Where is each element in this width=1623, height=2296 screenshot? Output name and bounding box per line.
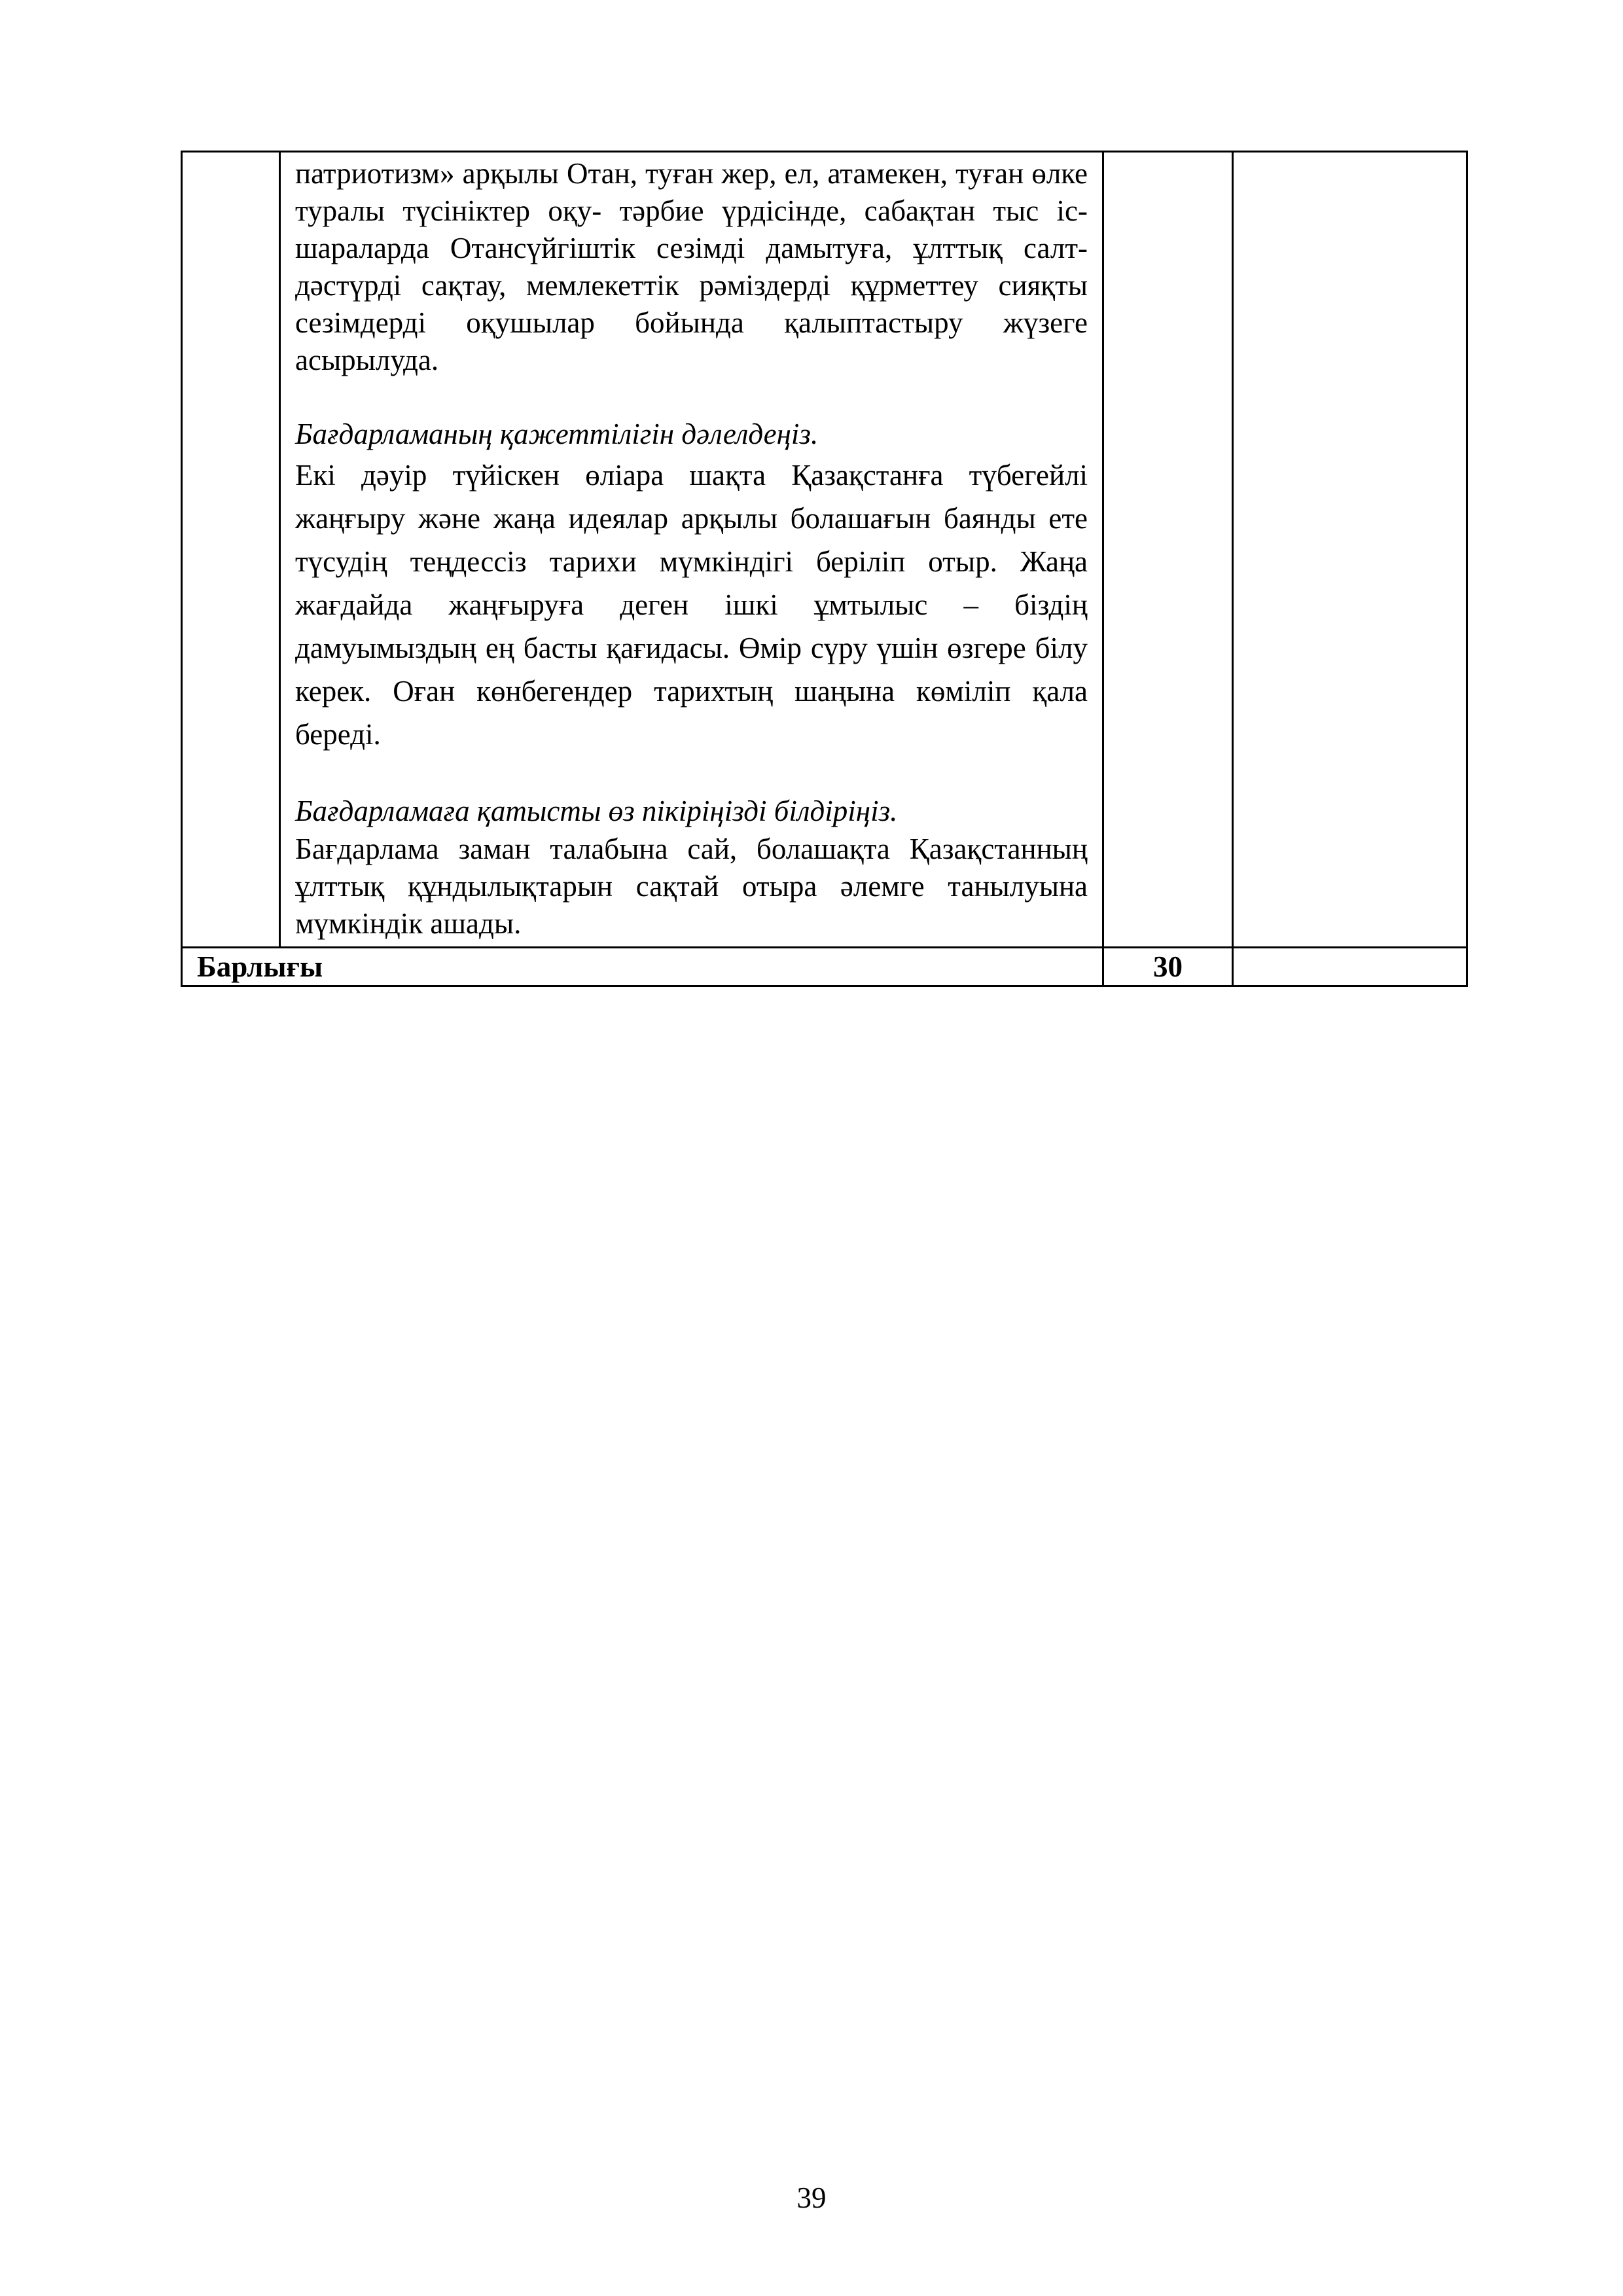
answer-necessity: Екі дәуір түйіскен өліара шақта Қазақстанға түбегейлі жаңғыру және жаңа идеялар арқылы болашағын баянды ете түсудің теңдессіз тарихи мүмкіндігі беріліп отыр. Жаңа жағдайда жаңғыруға деген ішкі ұмтылыс – біздің дамуымыздың ең басты қағидасы. Өмір сүру үшін өзгере білу керек. Оған көнбегендер тарихтың шаңына көміліп қала береді.	[295, 459, 1088, 751]
total-extra-cell	[1233, 948, 1467, 986]
extra-cell	[1233, 152, 1467, 948]
page-number: 39	[796, 2181, 827, 2214]
question-opinion: Бағдарламаға қатысты өз пікіріңізді білдіріңіз.	[295, 795, 898, 827]
table-row	[182, 152, 1467, 948]
content-cell	[280, 152, 1103, 948]
answer-opinion: Бағдарлама заман талабына сай, болашақта Қазақстанның ұлттық құндылықтарын сақтай отыра әлемге танылуына мүмкіндік ашады.	[295, 833, 1088, 940]
assessment-table	[181, 151, 1468, 987]
intro-paragraph: патриотизм» арқылы Отан, туған жер, ел, атамекен, туған өлке туралы түсініктер оқу- тәрбие үрдісінде, сабақтан тыс іс- шараларда Отансүйгіштік сезімді дамытуға, ұлттық салт- дәстүрді сақтау, мемлекеттік рәміздерді құрметтеу сияқты сезімдерді оқушылар бойында қалыптастыру жүзеге асырылуда.	[295, 157, 1088, 376]
question-necessity: Бағдарламаның қажеттілігін дәлелдеңіз.	[295, 418, 819, 450]
score-cell	[1103, 152, 1233, 948]
number-cell	[182, 152, 280, 948]
total-label: Барлығы	[182, 948, 1103, 986]
total-value: 30	[1103, 948, 1233, 986]
total-row	[182, 948, 1467, 986]
